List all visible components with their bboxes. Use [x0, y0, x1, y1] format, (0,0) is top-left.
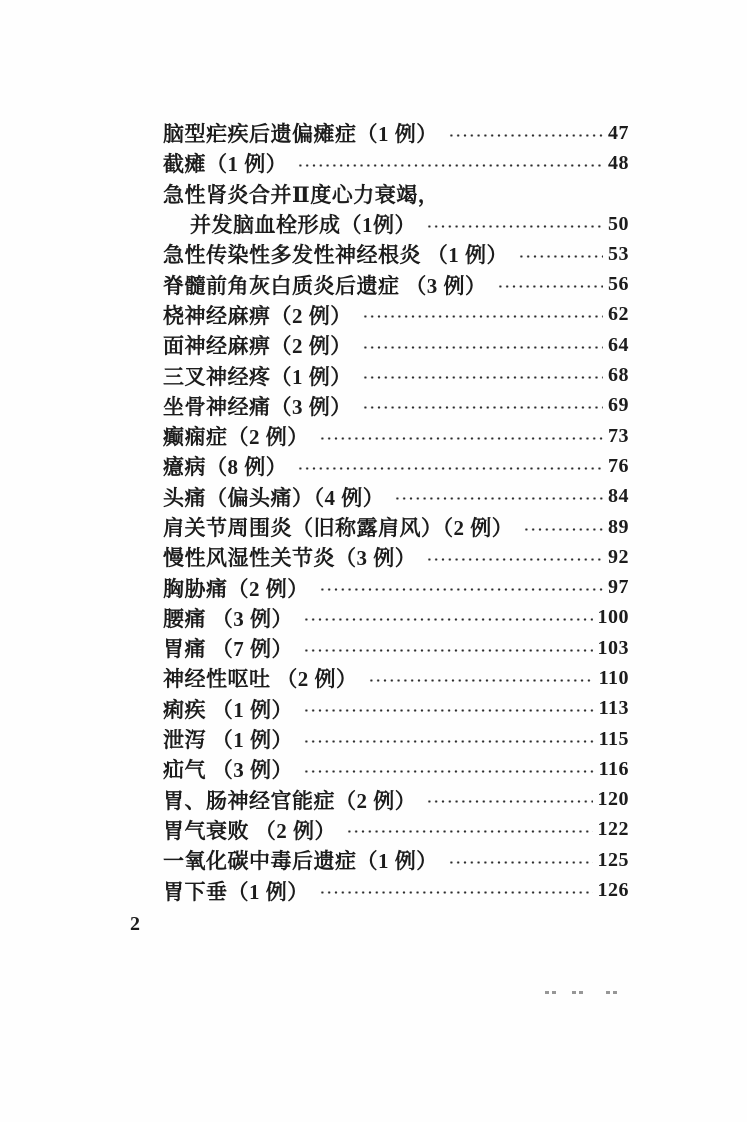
dot-leader [362, 314, 603, 319]
dot-leader [426, 557, 603, 562]
toc-entry [163, 209, 629, 239]
toc-entry-title: 头痛（偏头痛）（4 例） [163, 485, 385, 510]
dot-leader [319, 436, 603, 441]
toc-entry [163, 633, 629, 663]
toc-entry-title: 胃下垂（1 例） [163, 879, 309, 904]
toc-entry-page: 110 [598, 666, 629, 689]
dot-leader [303, 648, 593, 653]
toc-entry-page: 69 [608, 394, 629, 417]
dot-leader [497, 284, 604, 289]
toc-entry-title: 肩关节周围炎（旧称露肩风）（2 例） [163, 516, 514, 540]
dot-leader [319, 890, 593, 895]
toc-entry-page: 48 [608, 151, 629, 174]
toc-entry [163, 391, 629, 421]
toc-entry-title: 癔病（8 例） [163, 455, 288, 480]
dot-leader [303, 769, 594, 774]
dot-leader [523, 527, 603, 532]
toc-entry-page: 103 [597, 636, 629, 659]
toc-entry [163, 239, 629, 269]
toc-entry-title: 神经性呕吐 （2 例） [163, 667, 358, 692]
toc-entry-title: 脊髓前角灰白质炎后遗症 （3 例） [163, 273, 487, 298]
dot-leader [426, 799, 592, 804]
toc-entry-title: 胃痛 （7 例） [163, 637, 293, 662]
dot-leader [394, 496, 603, 501]
toc-entry-page: 68 [608, 364, 629, 387]
toc-entry-page: 50 [608, 212, 629, 235]
scan-speck [572, 991, 576, 994]
toc-entry-title: 面神经麻痹（2 例） [163, 334, 352, 359]
toc-entry-title: 坐骨神经痛（3 例） [163, 394, 352, 419]
toc-entry [163, 542, 629, 572]
dot-leader [518, 254, 603, 259]
toc-entry-page: 126 [597, 879, 629, 902]
dot-leader [297, 163, 603, 168]
dot-leader [303, 708, 594, 713]
toc-entry [163, 724, 629, 754]
scan-speck [606, 991, 610, 994]
toc-entry [163, 330, 629, 360]
toc-entry-page: 76 [608, 454, 629, 477]
dot-leader [346, 829, 593, 834]
toc-entry [163, 875, 629, 905]
dot-leader [449, 193, 624, 198]
toc-entry-title: 脑型疟疾后遗偏瘫症（1 例） [163, 122, 438, 147]
toc-entry [163, 663, 629, 693]
toc-entry-page: 113 [598, 697, 629, 720]
dot-leader [362, 375, 603, 380]
dot-leader [303, 617, 593, 622]
toc-entry-page: 56 [608, 273, 629, 296]
dot-leader [319, 587, 603, 592]
toc-entry [163, 482, 629, 512]
toc-entry [163, 572, 629, 602]
toc-entry-page: 89 [608, 515, 629, 538]
toc-entry-page: 122 [597, 818, 629, 841]
toc-entry-title: 桡神经麻痹（2 例） [163, 303, 352, 328]
page-number: 2 [130, 913, 141, 935]
toc-entry [163, 421, 629, 451]
toc-entry [163, 300, 629, 330]
toc-entry-title: 胃、肠神经官能症（2 例） [163, 788, 417, 813]
toc-entry-title: 疝气 （3 例） [163, 758, 293, 783]
toc-entry-title: 胃气衰败 （2 例） [163, 818, 336, 843]
toc-entry-title: 一氧化碳中毒后遗症（1 例） [163, 849, 438, 874]
toc-entry-page: 92 [608, 545, 629, 568]
toc-entry-page: 47 [608, 121, 629, 144]
toc-entry [163, 694, 629, 724]
toc-entry-title: 慢性风湿性关节炎（3 例） [163, 546, 417, 571]
toc-entry [163, 148, 629, 178]
toc-entry-title: 急性传染性多发性神经根炎 （1 例） [163, 243, 508, 268]
dot-leader [362, 345, 603, 350]
toc-entry-title: 并发脑血栓形成（1例） [190, 213, 416, 238]
toc-list [163, 118, 629, 906]
dot-leader [368, 678, 594, 683]
toc-entry-page: 116 [598, 757, 629, 780]
toc-entry-title: 痢疾 （1 例） [163, 697, 293, 722]
toc-entry [163, 179, 629, 209]
toc-entry [163, 815, 629, 845]
toc-entry [163, 603, 629, 633]
toc-entry [163, 754, 629, 784]
dot-leader [303, 739, 594, 744]
toc-entry-page: 125 [597, 848, 629, 871]
toc-entry-page: 115 [598, 727, 629, 750]
dot-leader [297, 466, 603, 471]
dot-leader [448, 133, 603, 138]
toc-entry-page: 73 [608, 424, 629, 447]
scan-speck [545, 991, 549, 994]
toc-entry-page: 100 [597, 606, 629, 629]
toc-entry-title: 急性肾炎合并Ⅱ度心力衰竭， [163, 182, 440, 207]
dot-leader [448, 860, 593, 865]
toc-entry-page: 120 [597, 788, 629, 811]
toc-entry [163, 118, 629, 148]
toc-entry-page: 84 [608, 485, 629, 508]
toc-entry-page: 62 [608, 303, 629, 326]
toc-entry [163, 512, 629, 542]
toc-entry [163, 785, 629, 815]
toc-entry-page: 53 [608, 242, 629, 265]
toc-entry-title: 腰痛 （3 例） [163, 606, 293, 631]
toc-entry-title: 癫痫症（2 例） [163, 425, 309, 450]
toc-entry-page: 64 [608, 333, 629, 356]
dot-leader [426, 224, 603, 229]
toc-entry [163, 451, 629, 481]
toc-entry-title: 截瘫（1 例） [163, 152, 288, 177]
toc-entry-page: 97 [608, 576, 629, 599]
toc-entry-title: 胸胁痛（2 例） [163, 576, 309, 601]
toc-entry [163, 269, 629, 299]
toc-entry-title: 三叉神经疼（1 例） [163, 364, 352, 389]
toc-entry [163, 845, 629, 875]
toc-entry [163, 360, 629, 390]
toc-entry-title: 泄泻 （1 例） [163, 728, 293, 753]
dot-leader [362, 405, 603, 410]
